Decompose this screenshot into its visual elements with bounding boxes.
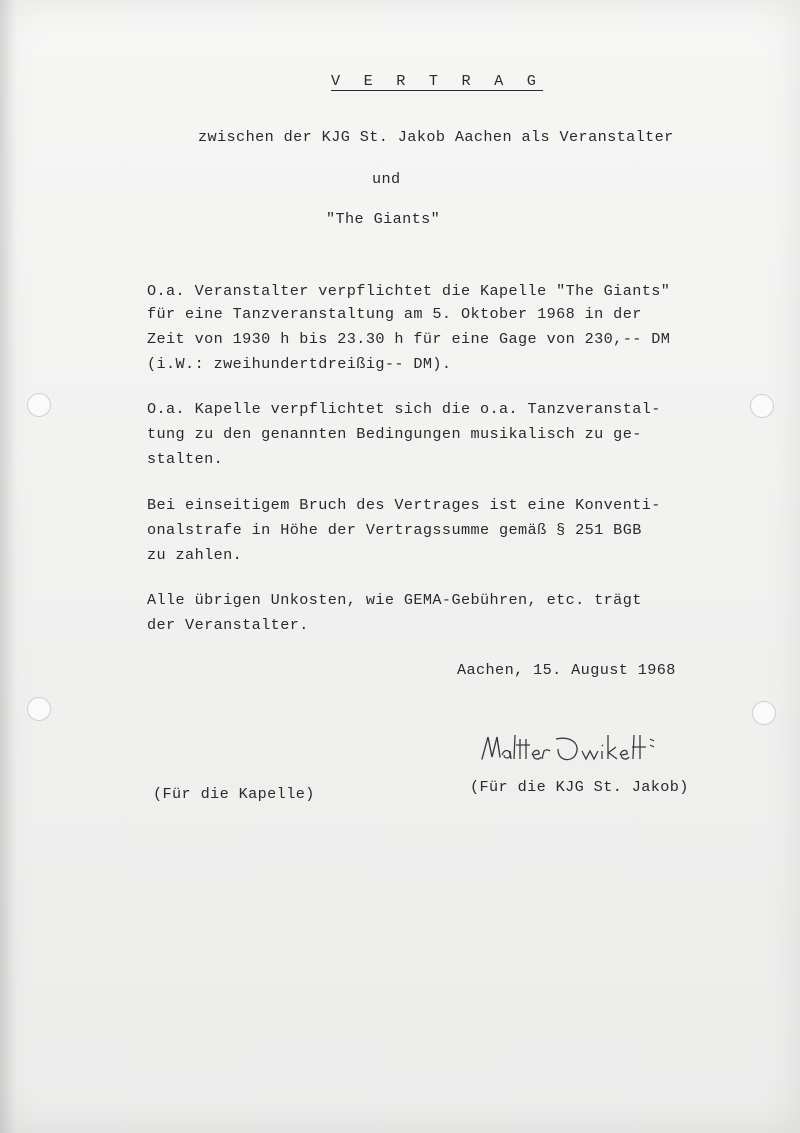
- paragraph-3-line-1: Bei einseitigem Bruch des Vertrages ist eine Konventi-: [147, 496, 661, 514]
- signature-label-band: (Für die Kapelle): [153, 785, 315, 803]
- punch-hole-left-upper: [27, 393, 51, 417]
- signature-label-organizer: (Für die KJG St. Jakob): [470, 778, 689, 796]
- paper-shadow: [0, 0, 16, 1133]
- paragraph-2-line-2: tung zu den genannten Bedingungen musikalisch zu ge-: [147, 425, 642, 443]
- paragraph-1-line-2: für eine Tanzveranstaltung am 5. Oktober 1968 in der: [147, 305, 642, 323]
- paragraph-1-line-3: Zeit von 1930 h bis 23.30 h für eine Gage von 230,-- DM: [147, 330, 671, 348]
- paragraph-3-line-2: onalstrafe in Höhe der Vertragssumme gemäß § 251 BGB: [147, 521, 642, 539]
- paragraph-3-line-3: zu zahlen.: [147, 546, 243, 564]
- handwritten-signature: [478, 731, 688, 767]
- parties-line: zwischen der KJG St. Jakob Aachen als Veranstalter: [198, 128, 674, 146]
- paragraph-1-line-1: O.a. Veranstalter verpflichtet die Kapelle "The Giants": [147, 282, 671, 300]
- punch-hole-left-lower: [27, 697, 51, 721]
- document-title: V E R T R A G: [331, 72, 544, 90]
- paragraph-2-line-3: stalten.: [147, 450, 224, 468]
- paragraph-4-line-1: Alle übrigen Unkosten, wie GEMA-Gebühren, etc. trägt: [147, 591, 642, 609]
- paragraph-2-line-1: O.a. Kapelle verpflichtet sich die o.a. Tanzveranstal-: [147, 400, 661, 418]
- place-date: Aachen, 15. August 1968: [457, 661, 676, 679]
- punch-hole-right-lower: [752, 701, 776, 725]
- band-name: "The Giants": [326, 210, 441, 228]
- paragraph-4-line-2: der Veranstalter.: [147, 616, 309, 634]
- punch-hole-right-upper: [750, 394, 774, 418]
- parties-and: und: [372, 170, 401, 188]
- paragraph-1-line-4: (i.W.: zweihundertdreißig-- DM).: [147, 355, 452, 373]
